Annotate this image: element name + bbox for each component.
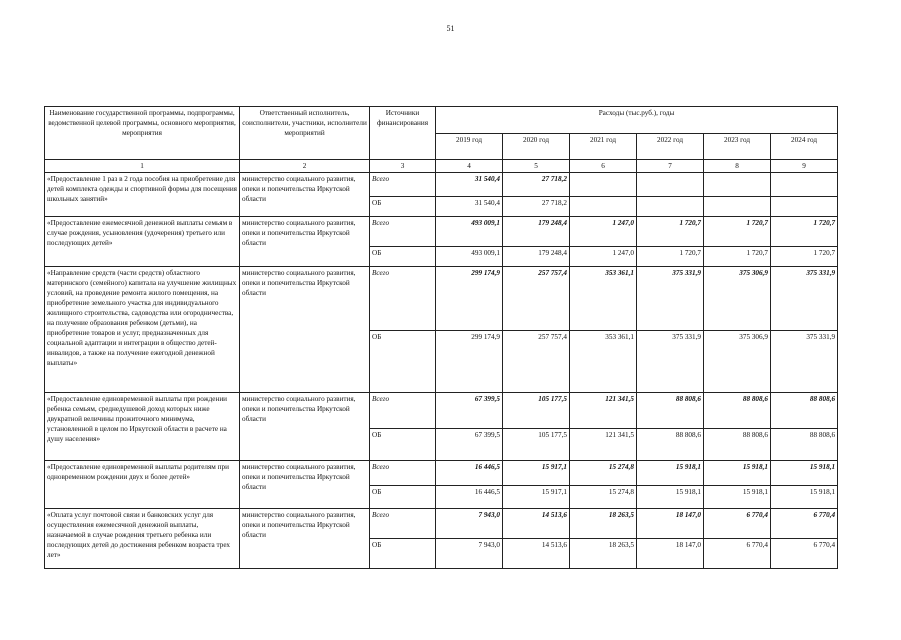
ob-amount: 1 247,0 (570, 247, 637, 267)
ob-amount: 27 718,2 (503, 197, 570, 217)
ob-amount: 16 446,5 (436, 486, 503, 509)
total-amount: 31 540,4 (436, 173, 503, 197)
table-row (45, 393, 838, 429)
column-number: 8 (704, 160, 771, 173)
ob-amount: 1 720,7 (771, 247, 838, 267)
ob-amount: 257 757,4 (503, 331, 570, 393)
total-amount: 375 306,9 (704, 267, 771, 331)
total-amount: 88 808,6 (704, 393, 771, 429)
ob-amount (771, 197, 838, 217)
total-amount (637, 173, 704, 197)
header-year: 2024 год (771, 133, 838, 160)
total-amount: 179 248,4 (503, 217, 570, 247)
header-sources: Источники финансирования (370, 107, 436, 160)
column-number: 7 (637, 160, 704, 173)
header-year: 2021 год (570, 133, 637, 160)
total-amount: 88 808,6 (771, 393, 838, 429)
column-number: 6 (570, 160, 637, 173)
total-amount: 15 274,8 (570, 461, 637, 486)
total-amount (704, 173, 771, 197)
source-ob-label: ОБ (370, 331, 436, 393)
source-ob-label: ОБ (370, 429, 436, 461)
budget-table-body (45, 173, 838, 569)
measure-name: «Оплата услуг почтовой связи и банковских услуг для осуществления ежемесячной денежной выплаты, назначаемой в случае рождения третьего ребенка или последующих детей до достижения ребенком возраста трех лет» (45, 509, 240, 569)
source-ob-label: ОБ (370, 247, 436, 267)
ob-amount: 15 918,1 (771, 486, 838, 509)
total-amount: 15 918,1 (704, 461, 771, 486)
source-total-label: Всего (370, 393, 436, 429)
total-amount: 16 446,5 (436, 461, 503, 486)
ob-amount: 15 917,1 (503, 486, 570, 509)
ob-amount: 6 770,4 (704, 539, 771, 569)
table-row (45, 461, 838, 486)
total-amount: 6 770,4 (771, 509, 838, 539)
total-amount: 1 720,7 (704, 217, 771, 247)
ob-amount: 15 918,1 (637, 486, 704, 509)
header-year: 2023 год (704, 133, 771, 160)
ob-amount: 375 331,9 (637, 331, 704, 393)
ob-amount: 299 174,9 (436, 331, 503, 393)
source-total-label: Всего (370, 509, 436, 539)
source-total-label: Всего (370, 267, 436, 331)
table-row (45, 173, 838, 197)
ob-amount: 375 306,9 (704, 331, 771, 393)
measure-name: «Предоставление 1 раз в 2 года пособия на приобретение для детей комплекта одежды и спортивной формы для посещения школьных занятий» (45, 173, 240, 217)
source-ob-label: ОБ (370, 197, 436, 217)
total-amount: 88 808,6 (637, 393, 704, 429)
executor-name: министерство социального развития, опеки и попечительства Иркутской области (240, 393, 370, 461)
ob-amount (704, 197, 771, 217)
ob-amount: 14 513,6 (503, 539, 570, 569)
ob-amount: 88 808,6 (771, 429, 838, 461)
source-total-label: Всего (370, 461, 436, 486)
total-amount: 18 263,5 (570, 509, 637, 539)
ob-amount: 18 263,5 (570, 539, 637, 569)
column-number: 1 (45, 160, 240, 173)
total-amount: 1 720,7 (771, 217, 838, 247)
executor-name: министерство социального развития, опеки и попечительства Иркутской области (240, 267, 370, 393)
measure-name: «Направление средств (части средств) областного материнского (семейного) капитала на улучшение жилищных условий, на проведение ремонта жилого помещения, на приобретение земельного участка для индивидуального жилищного строительства, садоводства или огородничества, на получение образования ребенком (детьми), на приобретение товаров и услуг, предназначенных для социальной адаптации и интеграции в общество детей-инвалидов, а также на получение ежегодной денежной выплаты» (45, 267, 240, 393)
measure-name: «Предоставление единовременной выплаты родителям при одновременном рождении двух и более детей» (45, 461, 240, 509)
ob-amount: 88 808,6 (704, 429, 771, 461)
column-number: 5 (503, 160, 570, 173)
measure-name: «Предоставление единовременной выплаты при рождении ребенка семьям, среднедушевой доход которых ниже двукратной величины прожиточного минимума, установленной в целом по Иркутской области в расчете на душу населения» (45, 393, 240, 461)
total-amount: 257 757,4 (503, 267, 570, 331)
ob-amount (637, 197, 704, 217)
executor-name: министерство социального развития, опеки и попечительства Иркутской области (240, 217, 370, 267)
source-ob-label: ОБ (370, 539, 436, 569)
ob-amount: 1 720,7 (704, 247, 771, 267)
ob-amount: 353 361,1 (570, 331, 637, 393)
column-number: 3 (370, 160, 436, 173)
total-amount: 493 009,1 (436, 217, 503, 247)
total-amount: 1 720,7 (637, 217, 704, 247)
column-number: 4 (436, 160, 503, 173)
source-total-label: Всего (370, 173, 436, 197)
executor-name: министерство социального развития, опеки и попечительства Иркутской области (240, 509, 370, 569)
total-amount: 67 399,5 (436, 393, 503, 429)
ob-amount: 15 274,8 (570, 486, 637, 509)
source-ob-label: ОБ (370, 486, 436, 509)
column-number: 2 (240, 160, 370, 173)
executor-name: министерство социального развития, опеки и попечительства Иркутской области (240, 461, 370, 509)
page-number: 51 (446, 24, 455, 33)
table-row (45, 217, 838, 247)
ob-amount: 179 248,4 (503, 247, 570, 267)
ob-amount: 121 341,5 (570, 429, 637, 461)
table-row (45, 267, 838, 331)
total-amount: 1 247,0 (570, 217, 637, 247)
total-amount (570, 173, 637, 197)
table-row (45, 509, 838, 539)
total-amount: 375 331,9 (637, 267, 704, 331)
ob-amount: 18 147,0 (637, 539, 704, 569)
budget-table (44, 106, 838, 569)
total-amount: 299 174,9 (436, 267, 503, 331)
total-amount: 105 177,5 (503, 393, 570, 429)
total-amount: 353 361,1 (570, 267, 637, 331)
source-total-label: Всего (370, 217, 436, 247)
ob-amount: 31 540,4 (436, 197, 503, 217)
header-expenses: Расходы (тыс.руб.), годы (436, 107, 838, 134)
column-number: 9 (771, 160, 838, 173)
total-amount (771, 173, 838, 197)
ob-amount: 375 331,9 (771, 331, 838, 393)
total-amount: 6 770,4 (704, 509, 771, 539)
total-amount: 15 918,1 (771, 461, 838, 486)
total-amount: 121 341,5 (570, 393, 637, 429)
executor-name: министерство социального развития, опеки и попечительства Иркутской области (240, 173, 370, 217)
ob-amount: 15 918,1 (704, 486, 771, 509)
ob-amount: 6 770,4 (771, 539, 838, 569)
ob-amount: 67 399,5 (436, 429, 503, 461)
ob-amount: 1 720,7 (637, 247, 704, 267)
header-executor: Ответственный исполнитель, соисполнители, участники, исполнители мероприятий (240, 107, 370, 160)
ob-amount: 88 808,6 (637, 429, 704, 461)
header-year: 2020 год (503, 133, 570, 160)
ob-amount: 7 943,0 (436, 539, 503, 569)
total-amount: 15 917,1 (503, 461, 570, 486)
header-year: 2019 год (436, 133, 503, 160)
total-amount: 7 943,0 (436, 509, 503, 539)
total-amount: 375 331,9 (771, 267, 838, 331)
total-amount: 18 147,0 (637, 509, 704, 539)
total-amount: 15 918,1 (637, 461, 704, 486)
header-year: 2022 год (637, 133, 704, 160)
ob-amount: 493 009,1 (436, 247, 503, 267)
total-amount: 14 513,6 (503, 509, 570, 539)
total-amount: 27 718,2 (503, 173, 570, 197)
ob-amount: 105 177,5 (503, 429, 570, 461)
ob-amount (570, 197, 637, 217)
header-name: Наименование государственной программы, подпрограммы, ведомственной целевой программы, основного мероприятия, мероприятия (45, 107, 240, 160)
measure-name: «Предоставление ежемесячной денежной выплаты семьям в случае рождения, усыновления (удочерения) третьего или последующих детей» (45, 217, 240, 267)
